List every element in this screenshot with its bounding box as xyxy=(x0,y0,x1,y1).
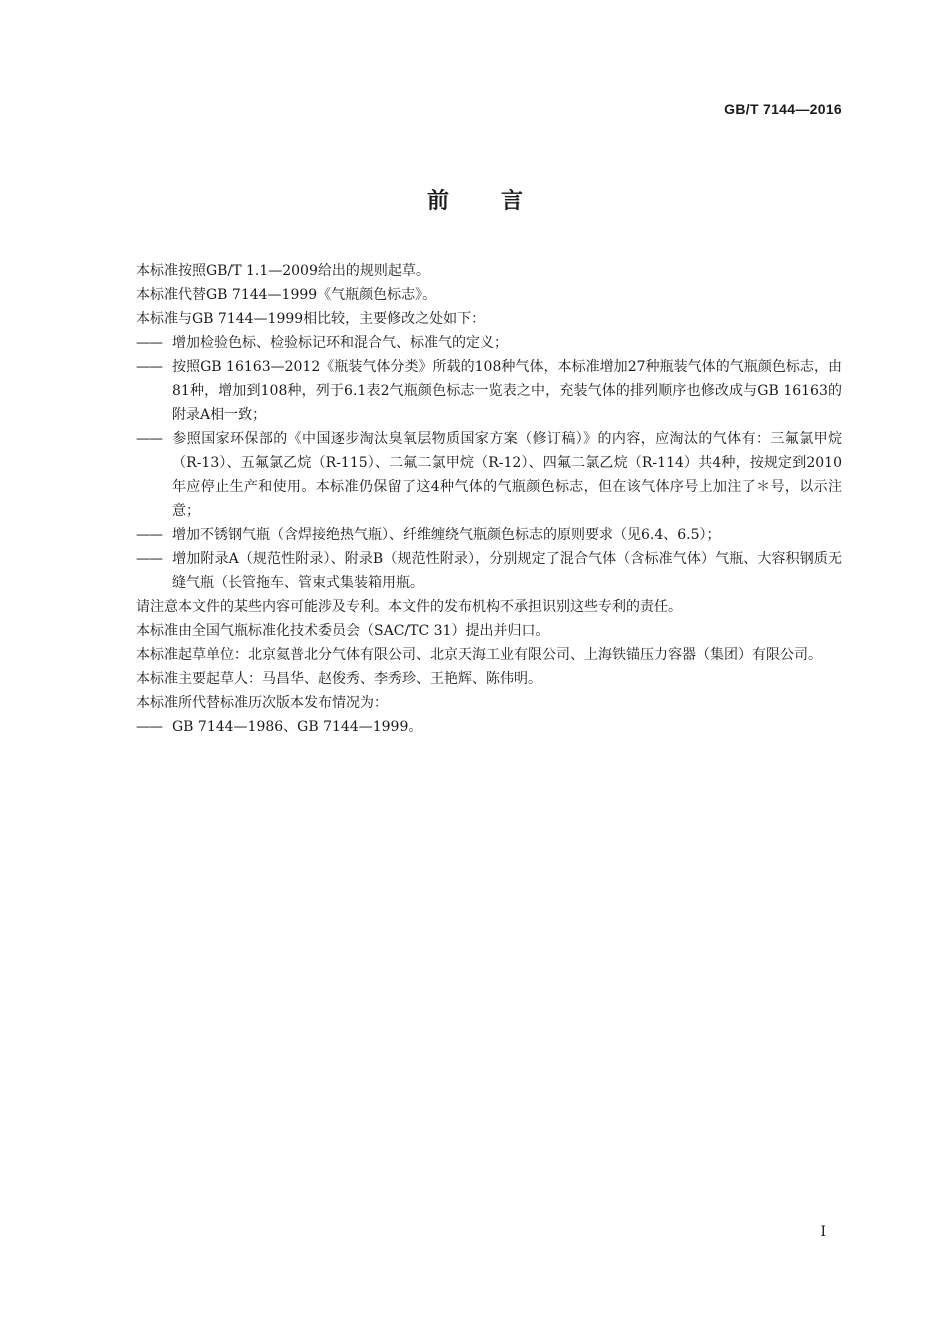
foreword-body xyxy=(108,259,842,739)
dash-marker: —— xyxy=(136,335,162,351)
dash-marker: —— xyxy=(136,431,162,447)
change-item xyxy=(108,547,842,595)
change-item-text: 增加附录A（规范性附录）、附录B（规范性附录），分别规定了混合气体（含标准气体）气瓶、大容积钢质无缝气瓶（长管拖车、管束式集装箱用瓶。 xyxy=(172,551,842,591)
change-item xyxy=(108,355,842,427)
history-item xyxy=(108,715,842,739)
dash-marker: —— xyxy=(136,527,162,543)
standard-code-header: GB/T 7144—2016 xyxy=(724,101,842,117)
paragraph-replaces: 本标准代替GB 7144—1999《气瓶颜色标志》。 xyxy=(136,287,437,303)
paragraph-history-intro: 本标准所代替标准历次版本发布情况为： xyxy=(136,695,388,711)
dash-marker: —— xyxy=(136,359,162,375)
change-item-text: 增加不锈钢气瓶（含焊接绝热气瓶）、纤维缠绕气瓶颜色标志的原则要求（见6.4、6.5）； xyxy=(172,527,721,543)
dash-marker: —— xyxy=(136,719,162,735)
page-number: I xyxy=(820,1224,826,1240)
paragraph-drafting-units: 本标准起草单位：北京氦普北分气体有限公司、北京天海工业有限公司、上海铁锚压力容器（集团）有限公司。 xyxy=(136,647,822,663)
change-item xyxy=(108,427,842,523)
history-item-text: GB 7144—1986、GB 7144—1999。 xyxy=(172,719,423,735)
paragraph-drafters: 本标准主要起草人：马昌华、赵俊秀、李秀珍、王艳辉、陈伟明。 xyxy=(136,671,542,687)
page-title: 前言 xyxy=(426,189,575,214)
change-item xyxy=(108,331,842,355)
change-item-text: 增加检验色标、检验标记环和混合气、标准气的定义； xyxy=(172,335,508,351)
paragraph-proposed-by: 本标准由全国气瓶标准化技术委员会（SAC/TC 31）提出并归口。 xyxy=(136,623,550,639)
paragraph-changes-intro: 本标准与GB 7144—1999相比较，主要修改之处如下： xyxy=(136,311,486,327)
change-item-text: 参照国家环保部的《中国逐步淘汰臭氧层物质国家方案（修订稿）》的内容，应淘汰的气体有：三氟氯甲烷（R-13）、五氟氯乙烷（R-115）、二氟二氯甲烷（R-12）、四氟二氯乙烷（R-114）共4种，按规定到2010年应停止生产和使用。本标准仍保留了这4种气体的气瓶颜色标志，但在该气体序号上加注了＊号，以示注意； xyxy=(172,431,842,519)
change-item xyxy=(108,523,842,547)
change-item-text: 按照GB 16163—2012《瓶装气体分类》所载的108种气体，本标准增加27种瓶装气体的气瓶颜色标志，由81种，增加到108种，列于6.1表2气瓶颜色标志一览表之中，充装气体的排列顺序也修改成与GB 16163的附录A相一致； xyxy=(172,359,842,423)
paragraph-patent-notice: 请注意本文件的某些内容可能涉及专利。本文件的发布机构不承担识别这些专利的责任。 xyxy=(136,599,682,615)
paragraph-drafting-rules: 本标准按照GB/T 1.1—2009给出的规则起草。 xyxy=(136,263,430,279)
dash-marker: —— xyxy=(136,551,162,567)
